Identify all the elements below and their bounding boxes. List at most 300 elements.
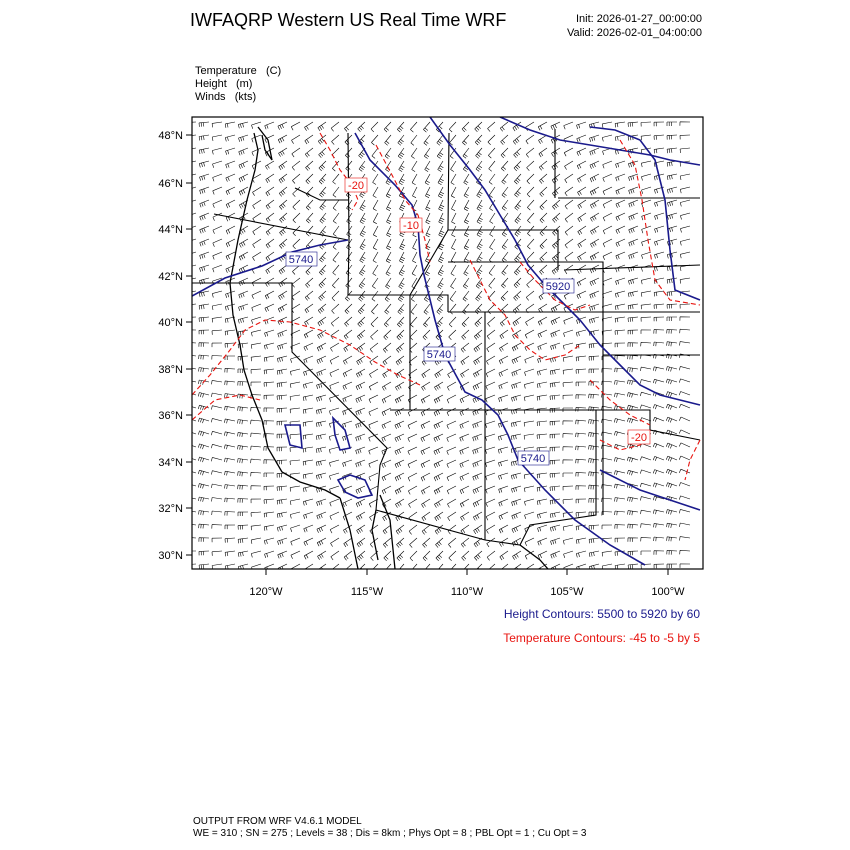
wind-barb [540,226,547,236]
wind-barb [306,200,313,210]
wind-barb [396,343,404,353]
wind-barb [356,447,365,454]
wind-barb [316,447,326,453]
wind-barb [333,239,339,250]
wind-barb [316,473,326,479]
wind-barb [332,278,339,288]
wind-barb [266,265,274,274]
wind-barb [578,187,587,196]
wind-barb [238,369,248,373]
wind-barb [330,356,339,364]
wind-barb [447,434,456,442]
wind-barb [499,343,508,352]
wind-barb [473,447,482,454]
wind-barb [513,551,522,560]
wind-barb [679,509,690,513]
temperature-label [400,218,422,232]
wind-barb [565,174,573,183]
lon-tick [451,569,484,598]
wind-barb [551,304,560,312]
wind-barb [486,447,496,454]
wind-barb [305,564,314,573]
wind-barb [642,239,652,246]
wind-barb [540,213,547,223]
lat-tick-label: 40°N [158,317,183,329]
wind-barb [451,252,456,263]
wind-barb [212,356,222,360]
wind-barb [525,369,535,376]
wind-barb [629,187,638,194]
wind-barb [266,174,274,183]
wind-barb [387,213,392,224]
wind-barb [357,330,365,340]
temperature-label-text: -10 [403,220,419,232]
wind-barb [640,405,651,409]
wind-barb [616,161,626,168]
wind-barb [473,434,482,441]
wind-barb [576,330,586,336]
wind-barb [680,342,691,346]
wind-barb [438,174,444,185]
wind-barb [200,213,209,220]
wind-barb [565,239,573,248]
wind-barb [410,330,417,340]
wind-barb [238,459,249,464]
wind-barb [515,252,522,262]
wind-barb [679,456,690,460]
wind-barb [524,434,534,440]
wind-barb [463,291,469,301]
wind-barb [666,392,677,397]
wind-barb [526,291,534,300]
wind-barb [451,265,456,276]
wind-barb [667,329,677,333]
wind-barb [565,187,573,196]
wind-barb [238,432,249,437]
wind-barb [680,564,690,568]
wind-barb [357,356,365,365]
wind-barb [251,369,261,374]
wind-barb [564,122,573,129]
wind-barb [200,226,209,233]
wind-barb [330,512,339,520]
wind-barb [382,421,391,429]
wind-barb [266,239,274,248]
wind-barb [251,420,261,424]
wind-barb [667,187,677,193]
wind-barb [679,443,690,447]
wind-barb [460,499,469,507]
wind-barb [199,355,209,360]
wind-barb [563,395,573,399]
wind-barb [461,512,470,521]
wind-barb [408,486,417,494]
wind-barb [293,200,300,210]
wind-barb [640,497,651,501]
wind-barb [369,460,378,468]
wind-barb [564,317,573,324]
wind-barb [653,367,664,371]
wind-barb [410,317,417,327]
wind-barb [385,291,391,302]
wind-barb [292,148,300,157]
wind-barb [385,304,391,314]
wind-barb [252,278,261,286]
wind-barb [477,226,483,237]
lon-tick-label: 115°W [350,586,384,598]
wind-barb [577,278,586,286]
lat-tick [158,457,192,469]
wind-barb [464,174,469,185]
wind-barb [264,421,274,425]
wind-barb [303,499,313,506]
wind-barb [512,499,522,506]
wind-barb [395,473,404,481]
wind-barb [253,213,261,222]
wind-barb [667,550,677,554]
height-label [286,252,317,266]
wind-barb [252,291,261,299]
wind-barb [477,213,483,224]
wind-barb [527,278,534,288]
wind-barb [540,200,547,210]
wind-barb [238,472,248,477]
wind-barb [511,395,521,402]
wind-barb [475,122,482,132]
wind-barb [317,356,326,364]
wind-barb [666,483,677,488]
wind-barb [476,148,482,158]
wind-barb [641,174,651,181]
wind-barb [578,252,587,261]
wind-barb [317,369,326,376]
wind-barb [629,239,638,246]
wind-barb [629,174,639,181]
wind-barb [462,317,469,327]
wind-barb [576,446,586,450]
wind-barb [615,304,625,310]
wind-barb [525,356,534,363]
lat-tick [158,503,192,515]
wind-barb [369,382,378,390]
wind-barb [398,148,404,159]
wind-barb [462,135,469,145]
wind-barb [450,135,456,145]
wind-barb [434,434,443,442]
wind-barb [679,483,690,487]
wind-barb [371,122,378,132]
wind-barb [200,239,209,246]
wind-barb [451,174,456,185]
wind-barb [628,330,638,334]
wind-barb [451,161,457,172]
wind-barb [186,342,196,346]
wind-barb [511,408,521,414]
wind-barb [680,226,690,233]
wind-barb [213,187,222,195]
wind-barb [265,161,274,170]
wind-barb [329,434,339,440]
wind-barb [654,330,664,334]
longitude-ticks [249,569,685,598]
wind-barb [319,278,326,288]
wind-barb [577,135,586,142]
wind-barb [251,472,261,476]
wind-barb [264,525,274,531]
wind-barb [186,317,196,322]
wind-barb [186,148,196,154]
wind-barb [265,291,274,299]
wind-barb [642,213,651,220]
wind-barb [356,408,365,415]
wind-barb [539,148,547,157]
wind-barb [551,538,561,545]
wind-barb [410,343,418,353]
wind-barb [616,226,625,234]
wind-barb [264,512,274,517]
wind-barb [186,355,196,359]
wind-barb [563,538,573,544]
page-title: IWFAQRP Western US Real Time WRF [190,10,507,30]
wind-barb [550,512,560,518]
wind-barb [423,330,430,340]
wind-barb [563,486,573,490]
wind-barb [437,304,443,314]
wind-barb [550,395,560,400]
wind-barb [434,460,443,468]
wind-barb [448,538,456,548]
wind-barb [225,304,235,310]
wind-barb [563,499,573,504]
wind-barb [386,187,391,198]
wind-barb [425,265,430,276]
lat-tick-label: 46°N [158,178,183,190]
wind-barb [412,174,417,185]
wind-barb [524,486,534,492]
wind-barb [551,122,560,130]
wind-barb [187,226,196,233]
wind-barb [474,343,482,352]
wind-barb [304,512,314,519]
wind-barb [641,317,651,322]
wind-barb [653,405,664,410]
wind-barb [654,291,664,296]
wind-barb [371,317,378,327]
wind-barb [225,525,235,529]
wind-barb [421,434,430,442]
wind-barb [550,382,560,387]
wind-barb [641,304,651,309]
wind-barb [226,148,236,155]
wind-barb [251,382,261,386]
wind-barb [590,252,599,260]
wind-barb [447,395,456,403]
wind-barb [550,369,560,375]
wind-barb [552,265,560,274]
wind-barb [589,472,599,477]
wind-barb [318,551,327,560]
wind-barb [383,343,391,353]
wind-barb [680,304,690,309]
wind-barb [576,486,586,490]
wind-barb [199,330,209,334]
wind-barb [200,252,209,259]
wind-barb [422,369,430,378]
wind-barb [345,317,353,327]
wind-barb [211,457,222,461]
wind-barb [654,135,664,140]
wind-barb [212,148,222,154]
wind-barb [449,330,456,340]
wind-barb [502,174,508,184]
wind-barb [186,564,196,569]
temperature-label-text: -20 [348,180,364,192]
wind-barb [667,252,677,258]
wind-barb [278,304,287,312]
wind-barb [487,343,495,352]
wind-barb [356,395,365,403]
wind-barb [290,369,300,375]
wind-barb [667,200,677,207]
wind-barb [654,252,664,259]
wind-barb [212,304,222,310]
wind-barb [464,239,469,250]
wind-barb [356,486,365,494]
wind-barb [225,471,236,475]
wind-barb [452,213,457,224]
wind-barb [653,470,664,474]
wind-barb [653,456,664,461]
wind-barb [640,367,651,371]
wind-barb [251,499,261,503]
wind-barb [277,434,287,438]
wind-barb [552,200,560,210]
wind-barb [304,330,313,338]
wind-barb [369,473,378,481]
wind-barb [238,538,248,543]
wind-barb [486,369,495,377]
wind-barb [359,265,365,276]
wind-barb [590,174,599,182]
wind-barb [277,499,287,504]
wind-barb [251,330,261,336]
wind-barb [399,265,405,276]
wind-barb [320,213,326,223]
wind-barb [425,174,430,185]
wind-barb [421,408,430,416]
wind-barb [577,148,586,156]
wind-barb [292,278,300,287]
wind-barb [576,459,586,463]
wind-barb [358,122,365,132]
wind-barb [343,499,352,507]
wind-barb [654,537,664,541]
wind-barb [264,369,274,374]
wind-barb [224,445,235,449]
wind-barb [563,343,573,349]
wind-barb [395,408,404,416]
wind-barb [439,226,445,237]
wind-barb [590,161,599,169]
wind-barb [666,443,677,449]
wind-barb [251,407,261,411]
wind-barb [628,304,638,310]
wind-barb [185,483,196,487]
wind-barb [501,148,508,158]
wind-barb [356,499,365,507]
wind-barb [550,421,560,425]
wind-barb [578,226,586,235]
wind-barb [499,512,508,520]
wind-barb [212,551,222,556]
wind-barb [226,161,235,168]
wind-barb [460,421,469,429]
wind-barb [293,239,300,249]
wind-barb [590,278,599,286]
wind-barb [333,174,339,184]
wind-barb [641,278,651,284]
wind-barb [537,369,547,375]
wind-barb [460,395,469,403]
wind-barb [589,551,599,557]
wind-barb [511,473,521,479]
wind-barb [502,200,508,210]
wind-barb [372,148,378,158]
wind-barb [627,393,638,398]
wind-barb [329,408,339,415]
wind-barb [408,460,417,468]
wind-barb [382,382,391,391]
wind-barb [239,291,248,298]
wind-barb [538,525,548,532]
wind-barb [238,382,248,386]
wind-barb [356,512,365,520]
wind-barb [538,538,547,545]
wind-barb [333,187,339,197]
wind-barb [422,525,430,534]
wind-barb [667,213,677,220]
wind-barb [499,369,508,377]
wind-barb [395,499,404,508]
wind-barb [278,135,287,143]
wind-barb [211,484,222,488]
wind-barb [251,356,261,361]
wind-barb [212,380,223,384]
wind-barb [316,460,326,466]
wind-barb [577,174,586,183]
wind-barb [641,510,652,514]
wind-barb [489,187,495,198]
wind-barb [667,291,677,296]
wind-barb [225,135,235,141]
wind-barb [565,161,574,170]
wind-barb [239,135,249,142]
wind-barb [615,330,625,335]
wind-barb [447,473,456,481]
wind-barb [434,473,443,481]
wind-barb [434,486,443,494]
wind-barb [306,226,313,236]
wind-barb [399,278,405,289]
wind-barb [382,395,391,403]
wind-barb [291,122,300,130]
wind-barb [199,304,209,310]
wind-barb [590,226,599,235]
wind-barb [576,499,586,503]
wind-barb [473,460,482,467]
wind-barb [498,447,508,454]
wind-barb [563,369,573,374]
